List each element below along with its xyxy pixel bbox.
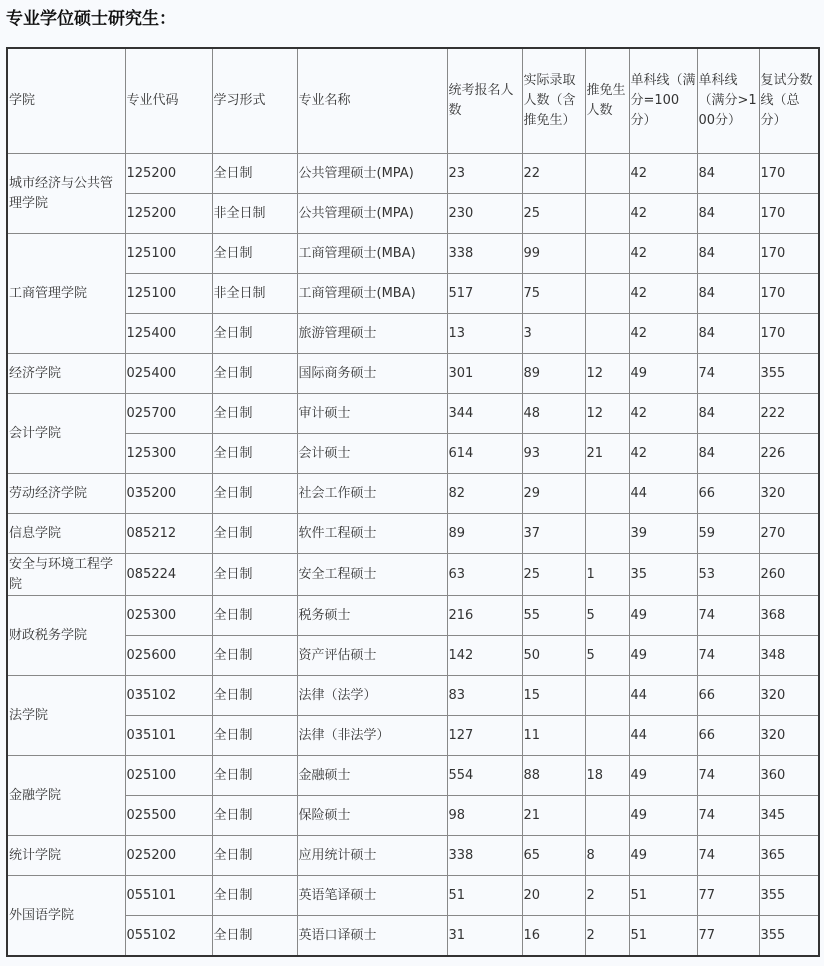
single-line-100-cell: 49 [629,354,697,394]
applicants-cell: 338 [447,234,522,274]
major-name-cell: 公共管理硕士(MPA) [297,154,447,194]
single-line-100-cell: 51 [629,916,697,957]
admitted-cell: 65 [522,836,585,876]
applicants-cell: 23 [447,154,522,194]
exempt-cell [585,716,629,756]
header-code: 专业代码 [125,48,212,154]
applicants-cell: 216 [447,596,522,636]
single-line-100-cell: 42 [629,314,697,354]
admitted-cell: 93 [522,434,585,474]
single-line-100-cell: 49 [629,756,697,796]
admitted-cell: 22 [522,154,585,194]
college-cell: 会计学院 [7,394,125,474]
single-line-100-cell: 42 [629,434,697,474]
exempt-cell: 5 [585,636,629,676]
total-line-cell: 170 [759,154,819,194]
table-row [7,716,819,756]
table-row [7,274,819,314]
college-cell: 外国语学院 [7,876,125,957]
total-line-cell: 355 [759,876,819,916]
study-mode-cell: 全日制 [212,796,297,836]
total-line-cell: 348 [759,636,819,676]
study-mode-cell: 全日制 [212,474,297,514]
single-line-100-cell: 42 [629,274,697,314]
major-code-cell: 125100 [125,234,212,274]
applicants-cell: 98 [447,796,522,836]
admitted-cell: 89 [522,354,585,394]
single-line-over-100-cell: 84 [697,274,759,314]
table-row [7,394,819,434]
major-code-cell: 125100 [125,274,212,314]
header-mode: 学习形式 [212,48,297,154]
single-line-over-100-cell: 74 [697,636,759,676]
study-mode-cell: 非全日制 [212,194,297,234]
single-line-100-cell: 44 [629,716,697,756]
major-code-cell: 035102 [125,676,212,716]
major-code-cell: 085212 [125,514,212,554]
college-cell: 信息学院 [7,514,125,554]
study-mode-cell: 非全日制 [212,274,297,314]
table-row [7,756,819,796]
single-line-over-100-cell: 74 [697,796,759,836]
single-line-100-cell: 44 [629,474,697,514]
study-mode-cell: 全日制 [212,554,297,596]
header-applicants: 统考报名人数 [447,48,522,154]
total-line-cell: 320 [759,474,819,514]
exempt-cell: 21 [585,434,629,474]
major-code-cell: 025600 [125,636,212,676]
college-cell: 财政税务学院 [7,596,125,676]
single-line-100-cell: 39 [629,514,697,554]
total-line-cell: 368 [759,596,819,636]
major-name-cell: 法律（法学） [297,676,447,716]
single-line-over-100-cell: 77 [697,876,759,916]
major-code-cell: 035101 [125,716,212,756]
exempt-cell: 18 [585,756,629,796]
college-cell: 金融学院 [7,756,125,836]
study-mode-cell: 全日制 [212,154,297,194]
single-line-over-100-cell: 74 [697,354,759,394]
study-mode-cell: 全日制 [212,876,297,916]
study-mode-cell: 全日制 [212,394,297,434]
major-name-cell: 英语口译硕士 [297,916,447,957]
total-line-cell: 360 [759,756,819,796]
applicants-cell: 51 [447,876,522,916]
applicants-cell: 82 [447,474,522,514]
major-code-cell: 025500 [125,796,212,836]
total-line-cell: 170 [759,234,819,274]
header-exempt: 推免生人数 [585,48,629,154]
table-row [7,876,819,916]
table-row [7,796,819,836]
applicants-cell: 63 [447,554,522,596]
college-cell: 工商管理学院 [7,234,125,354]
major-code-cell: 125200 [125,194,212,234]
table-row [7,916,819,957]
major-name-cell: 旅游管理硕士 [297,314,447,354]
study-mode-cell: 全日制 [212,514,297,554]
table-row [7,314,819,354]
single-line-over-100-cell: 84 [697,314,759,354]
major-name-cell: 工商管理硕士(MBA) [297,234,447,274]
study-mode-cell: 全日制 [212,434,297,474]
major-name-cell: 会计硕士 [297,434,447,474]
major-name-cell: 工商管理硕士(MBA) [297,274,447,314]
major-code-cell: 125300 [125,434,212,474]
total-line-cell: 355 [759,916,819,957]
major-name-cell: 国际商务硕士 [297,354,447,394]
exempt-cell [585,474,629,514]
exempt-cell: 2 [585,916,629,957]
study-mode-cell: 全日制 [212,354,297,394]
exempt-cell [585,676,629,716]
single-line-over-100-cell: 74 [697,836,759,876]
applicants-cell: 614 [447,434,522,474]
single-line-100-cell: 42 [629,394,697,434]
major-code-cell: 055102 [125,916,212,957]
major-code-cell: 035200 [125,474,212,514]
college-cell: 法学院 [7,676,125,756]
major-code-cell: 025300 [125,596,212,636]
exempt-cell: 8 [585,836,629,876]
major-name-cell: 软件工程硕士 [297,514,447,554]
single-line-100-cell: 49 [629,836,697,876]
table-row [7,514,819,554]
admitted-cell: 55 [522,596,585,636]
exempt-cell [585,514,629,554]
major-name-cell: 金融硕士 [297,756,447,796]
admitted-cell: 16 [522,916,585,957]
single-line-over-100-cell: 84 [697,194,759,234]
exempt-cell: 5 [585,596,629,636]
admitted-cell: 20 [522,876,585,916]
major-name-cell: 法律（非法学） [297,716,447,756]
single-line-100-cell: 51 [629,876,697,916]
total-line-cell: 170 [759,194,819,234]
major-code-cell: 025400 [125,354,212,394]
study-mode-cell: 全日制 [212,314,297,354]
applicants-cell: 230 [447,194,522,234]
single-line-100-cell: 49 [629,796,697,836]
header-total-line: 复试分数线（总分） [759,48,819,154]
study-mode-cell: 全日制 [212,234,297,274]
applicants-cell: 83 [447,676,522,716]
table-row [7,474,819,514]
single-line-100-cell: 49 [629,636,697,676]
table-header-row [7,48,819,154]
exempt-cell: 12 [585,354,629,394]
header-major: 专业名称 [297,48,447,154]
study-mode-cell: 全日制 [212,596,297,636]
single-line-over-100-cell: 84 [697,434,759,474]
total-line-cell: 320 [759,676,819,716]
admitted-cell: 75 [522,274,585,314]
single-line-over-100-cell: 84 [697,394,759,434]
exempt-cell: 1 [585,554,629,596]
single-line-100-cell: 42 [629,234,697,274]
table-row [7,596,819,636]
total-line-cell: 270 [759,514,819,554]
single-line-over-100-cell: 77 [697,916,759,957]
applicants-cell: 31 [447,916,522,957]
header-line-over-100: 单科线（满分>100分） [697,48,759,154]
applicants-cell: 517 [447,274,522,314]
study-mode-cell: 全日制 [212,636,297,676]
table-row [7,234,819,274]
applicants-cell: 13 [447,314,522,354]
major-code-cell: 025100 [125,756,212,796]
study-mode-cell: 全日制 [212,716,297,756]
admission-score-table [6,47,820,957]
college-cell: 统计学院 [7,836,125,876]
major-code-cell: 025200 [125,836,212,876]
admitted-cell: 25 [522,194,585,234]
major-name-cell: 资产评估硕士 [297,636,447,676]
table-row [7,636,819,676]
single-line-over-100-cell: 59 [697,514,759,554]
exempt-cell [585,796,629,836]
total-line-cell: 226 [759,434,819,474]
total-line-cell: 345 [759,796,819,836]
header-college: 学院 [7,48,125,154]
single-line-over-100-cell: 84 [697,154,759,194]
total-line-cell: 320 [759,716,819,756]
study-mode-cell: 全日制 [212,916,297,957]
major-name-cell: 保险硕士 [297,796,447,836]
applicants-cell: 127 [447,716,522,756]
major-name-cell: 应用统计硕士 [297,836,447,876]
total-line-cell: 170 [759,274,819,314]
study-mode-cell: 全日制 [212,756,297,796]
admitted-cell: 88 [522,756,585,796]
major-name-cell: 安全工程硕士 [297,554,447,596]
admitted-cell: 48 [522,394,585,434]
applicants-cell: 301 [447,354,522,394]
exempt-cell: 2 [585,876,629,916]
college-cell: 经济学院 [7,354,125,394]
single-line-over-100-cell: 74 [697,756,759,796]
header-line-100: 单科线（满分=100分） [629,48,697,154]
major-code-cell: 055101 [125,876,212,916]
study-mode-cell: 全日制 [212,676,297,716]
header-admitted: 实际录取人数（含推免生） [522,48,585,154]
admitted-cell: 37 [522,514,585,554]
major-name-cell: 社会工作硕士 [297,474,447,514]
admitted-cell: 21 [522,796,585,836]
study-mode-cell: 全日制 [212,836,297,876]
total-line-cell: 355 [759,354,819,394]
exempt-cell: 12 [585,394,629,434]
major-name-cell: 审计硕士 [297,394,447,434]
table-row [7,434,819,474]
table-row [7,354,819,394]
major-name-cell: 税务硕士 [297,596,447,636]
major-code-cell: 085224 [125,554,212,596]
major-code-cell: 125400 [125,314,212,354]
admitted-cell: 15 [522,676,585,716]
page-title: 专业学位硕士研究生： [6,9,176,29]
table-row [7,554,819,596]
college-cell: 安全与环境工程学院 [7,554,125,596]
single-line-over-100-cell: 66 [697,676,759,716]
total-line-cell: 222 [759,394,819,434]
major-code-cell: 025700 [125,394,212,434]
exempt-cell [585,314,629,354]
exempt-cell [585,154,629,194]
single-line-over-100-cell: 53 [697,554,759,596]
table-row [7,676,819,716]
applicants-cell: 554 [447,756,522,796]
admitted-cell: 50 [522,636,585,676]
admitted-cell: 3 [522,314,585,354]
college-cell: 劳动经济学院 [7,474,125,514]
exempt-cell [585,194,629,234]
major-name-cell: 英语笔译硕士 [297,876,447,916]
single-line-over-100-cell: 66 [697,716,759,756]
exempt-cell [585,234,629,274]
single-line-100-cell: 42 [629,194,697,234]
applicants-cell: 338 [447,836,522,876]
single-line-over-100-cell: 84 [697,234,759,274]
total-line-cell: 170 [759,314,819,354]
total-line-cell: 365 [759,836,819,876]
major-code-cell: 125200 [125,154,212,194]
table-row [7,154,819,194]
college-cell: 城市经济与公共管理学院 [7,154,125,234]
single-line-over-100-cell: 66 [697,474,759,514]
table-row [7,836,819,876]
major-name-cell: 公共管理硕士(MPA) [297,194,447,234]
total-line-cell: 260 [759,554,819,596]
applicants-cell: 89 [447,514,522,554]
table-row [7,194,819,234]
admitted-cell: 25 [522,554,585,596]
admitted-cell: 99 [522,234,585,274]
exempt-cell [585,274,629,314]
admitted-cell: 11 [522,716,585,756]
admitted-cell: 29 [522,474,585,514]
single-line-over-100-cell: 74 [697,596,759,636]
single-line-100-cell: 35 [629,554,697,596]
applicants-cell: 142 [447,636,522,676]
single-line-100-cell: 44 [629,676,697,716]
single-line-100-cell: 42 [629,154,697,194]
single-line-100-cell: 49 [629,596,697,636]
applicants-cell: 344 [447,394,522,434]
